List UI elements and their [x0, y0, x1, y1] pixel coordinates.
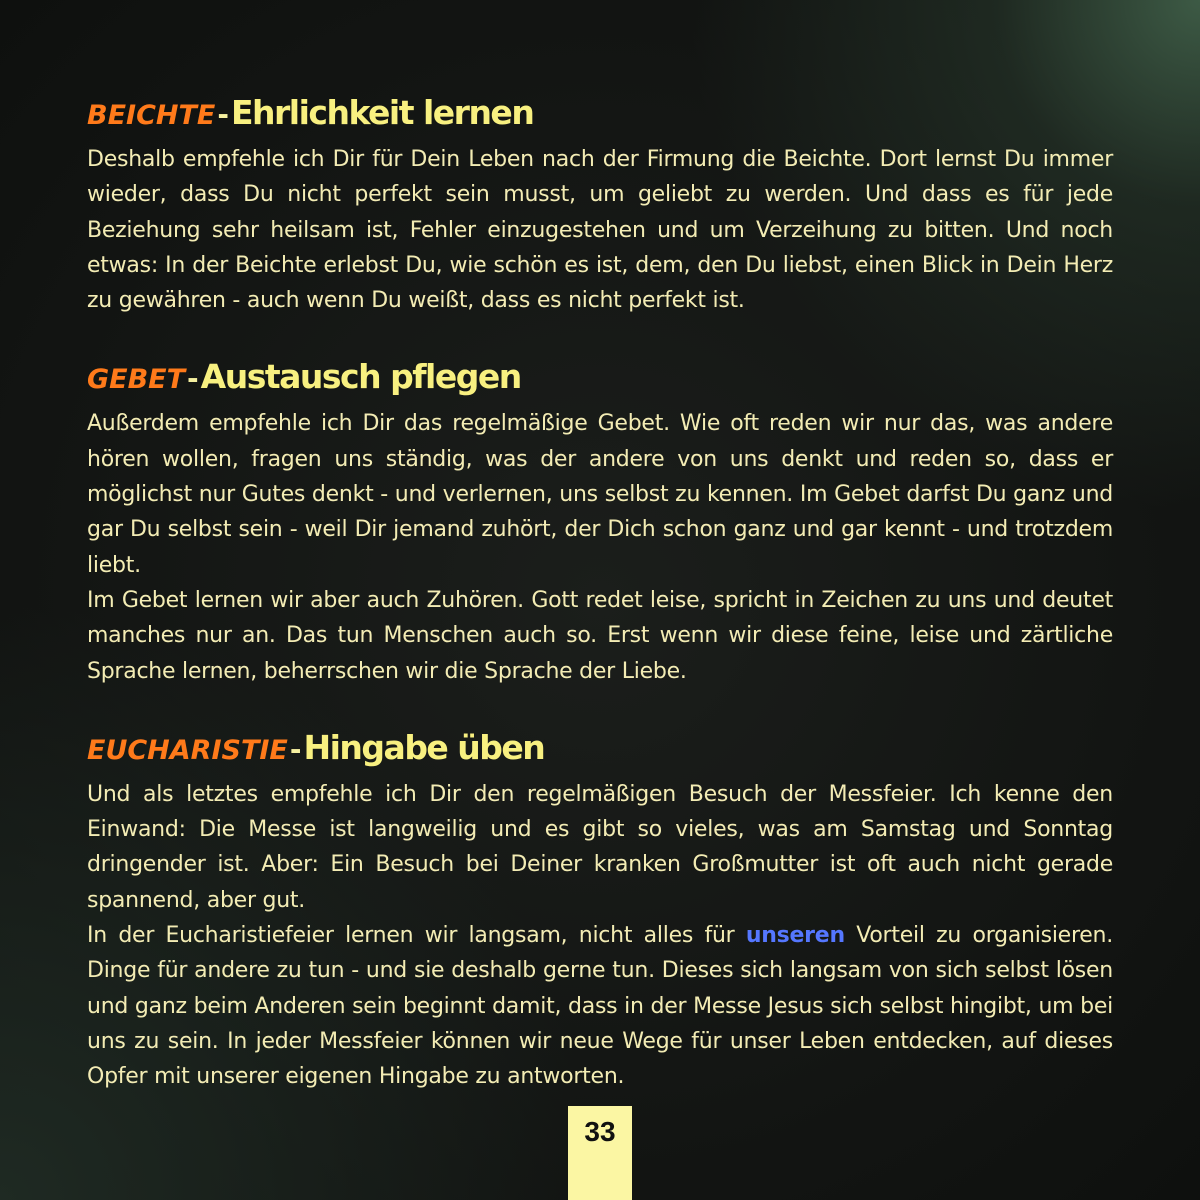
- text-run: In der Eucharistiefeier lernen wir langsam, nicht alles für: [87, 923, 746, 949]
- paragraph: Deshalb empfehle ich Dir für Dein Leben nach der Firmung die Beichte. Dort lernst Du immer wieder, dass Du nicht perfekt sein musst, um geliebt zu werden. Und dass es für jede Beziehung sehr heilsam ist, Fehler einzugestehen und um Verzeihung zu bitten. Und noch etwas: In der Beichte erlebst Du, wie schön es ist, dem, den Du liebst, einen Blick in Dein Herz zu gewähren - auch wenn Du weißt, dass es nicht perfekt ist.: [87, 147, 1113, 314]
- page-content: [87, 88, 1113, 1095]
- paragraph: Außerdem empfehle ich Dir das regelmäßige Gebet. Wie oft reden wir nur das, was andere hören wollen, fragen uns ständig, was der andere von uns denkt und reden so, dass er möglichst nur Gutes denkt - und verlernen, uns selbst zu kennen. Im Gebet darfst Du ganz und gar Du selbst sein - weil Dir jemand zuhört, der Dich schon ganz und gar kennt - und trotzdem liebt.: [87, 411, 1113, 578]
- section-subtitle: Hingabe üben: [303, 727, 545, 767]
- paragraph: Und als letztes empfehle ich Dir den regelmäßigen Besuch der Messfeier. Ich kenne den Einwand: Die Messe ist langweilig und es gibt so vieles, was am Samstag und Sonntag dringender ist. Aber: Ein Besuch bei Deiner kranken Großmutter ist oft auch nicht gerade spannend, aber gut.: [87, 781, 1113, 913]
- section-heading-eucharistie: [87, 723, 1113, 773]
- text-run: Vorteil zu organisieren. Dinge für andere zu tun - und sie deshalb gerne tun. Dieses sich langsam von sich selbst lösen und ganz beim Anderen sein beginnt damit, dass in der Messe Jesus sich selbst hingibt, um bei uns zu sein. In jeder Messfeier können wir neue Wege für unser Leben entdecken, auf dieses Opfer mit unserer eigenen Hingabe zu antworten.: [87, 923, 1113, 1090]
- section-subtitle: Ehrlichkeit lernen: [230, 93, 534, 132]
- heading-separator: -: [217, 98, 229, 131]
- section-keyword: GEBET: [87, 364, 186, 396]
- section-keyword: BEICHTE: [87, 100, 216, 131]
- section-keyword: EUCHARISTIE: [87, 734, 288, 766]
- page-number: 33: [584, 1116, 616, 1147]
- highlighted-word: unseren: [745, 923, 845, 949]
- paragraph-with-highlight: [87, 918, 1113, 1094]
- section-heading-beichte: [87, 88, 1113, 138]
- section-subtitle: Austausch pflegen: [200, 357, 521, 397]
- heading-separator: -: [187, 362, 199, 396]
- paragraph: Im Gebet lernen wir aber auch Zuhören. Gott redet leise, spricht in Zeichen zu uns und deutet manches nur an. Das tun Menschen auch so. Erst wenn wir diese feine, leise und zärtliche Sprache lernen, beherrschen wir die Sprache der Liebe.: [87, 587, 1113, 684]
- heading-separator: -: [289, 732, 302, 766]
- section-heading-gebet: [87, 352, 1113, 402]
- page-number-box: [568, 1106, 632, 1200]
